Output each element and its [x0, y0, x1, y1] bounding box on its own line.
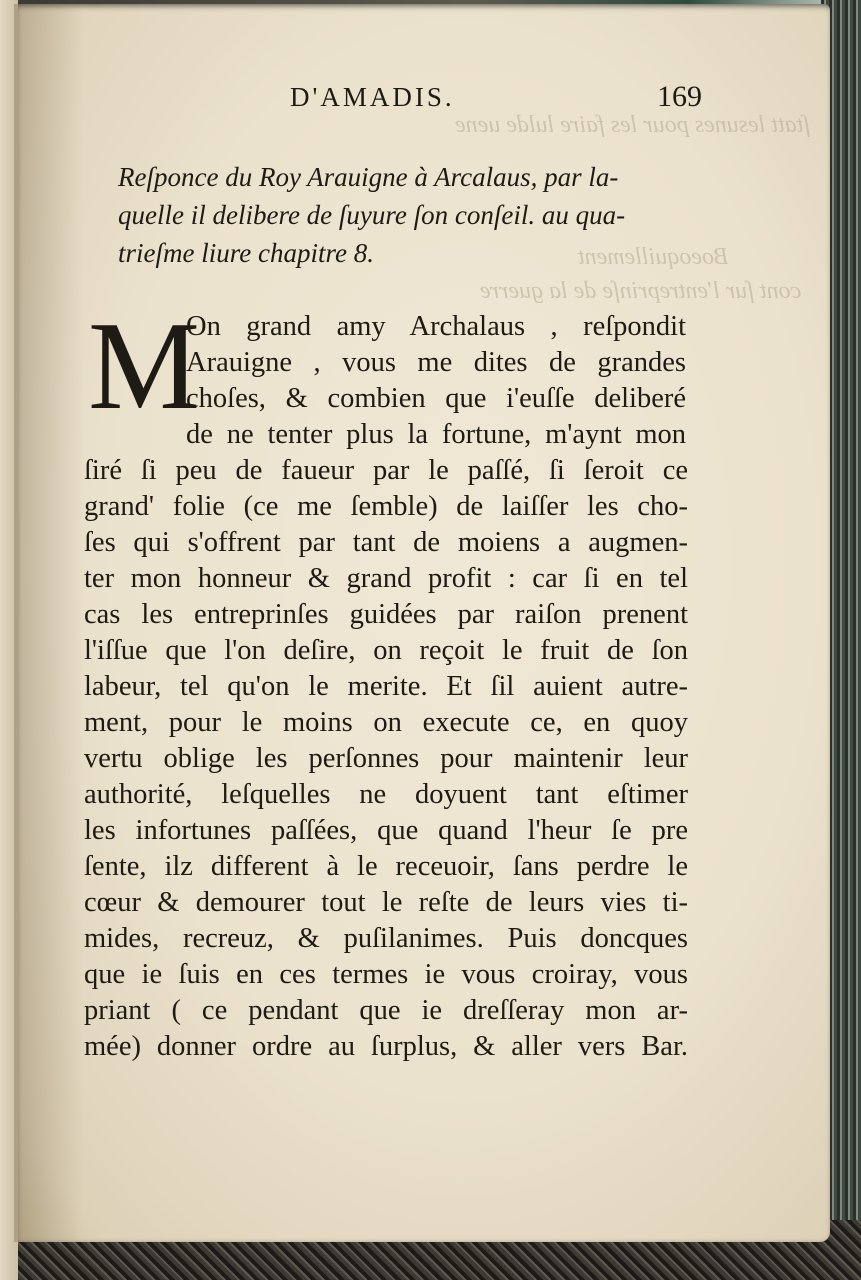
- body-line: labeur, tel qu'on le merite. Et ſil auient autre-: [84, 671, 688, 702]
- body-line: ſiré ſi peu de faueur par le paſſé, ſi ſeroit ce: [84, 455, 688, 486]
- chapter-heading: [118, 158, 713, 272]
- body-line: choſes, & combien que i'euſſe deliberé: [186, 383, 686, 414]
- body-line: ter mon honneur & grand profit : car ſi en tel: [84, 563, 688, 594]
- body-line: ſente, ilz different à le receuoir, ſans perdre le: [84, 851, 688, 882]
- chapter-heading-line: Reſponce du Roy Arauigne à Arcalaus, par la-: [118, 162, 619, 192]
- body-line: mée) donner ordre au ſurplus, & aller vers Bar.: [84, 1031, 688, 1062]
- body-line: cas les entreprinſes guidées par raiſon prenent: [84, 599, 688, 630]
- body-line: Arauigne , vous me dites de grandes: [186, 347, 686, 378]
- body-line: On grand amy Archalaus , reſpondit: [186, 311, 686, 342]
- body-line: vertu oblige les perſonnes pour maintenir leur: [84, 743, 688, 774]
- drop-cap: M: [88, 297, 201, 436]
- body-line: grand' folie (ce me ſemble) de laiſſer les cho-: [84, 491, 688, 522]
- body-line: l'iſſue que l'on deſire, on reçoit le fruit de ſon: [84, 635, 688, 666]
- body-line: cœur & demourer tout le reſte de leurs vies ti-: [84, 887, 688, 918]
- page-number: 169: [657, 80, 702, 113]
- page-gutter-shadow: [14, 4, 84, 1242]
- show-through-line-1: ſtatt lesunes pour les faire lulde uene: [455, 112, 811, 138]
- running-header: [290, 82, 710, 122]
- body-line: ſes qui s'offrent par tant de moiens a augmen-: [84, 527, 688, 558]
- body-line: mides, recreuz, & puſilanimes. Puis doncques: [84, 923, 688, 954]
- show-through-line-2: Boeoquillement: [578, 244, 729, 270]
- body-line: les infortunes paſſées, que quand l'heur ſe pre: [84, 815, 688, 846]
- body-line: que ie ſuis en ces termes ie vous croiray, vous: [84, 959, 688, 990]
- body-line: de ne tenter plus la fortune, m'aynt mon: [186, 419, 686, 450]
- running-title: D'AMADIS.: [290, 82, 455, 112]
- body-line: authorité, leſquelles ne doyuent tant eſtimer: [84, 779, 688, 810]
- chapter-heading-line: quelle il delibere de ſuyure ſon conſeil. au qua-: [118, 200, 626, 230]
- body-line: priant ( ce pendant que ie dreſſeray mon ar-: [84, 995, 688, 1026]
- chapter-heading-line: trieſme liure chapitre 8.: [118, 238, 374, 268]
- body-line: ment, pour le moins on execute ce, en quoy: [84, 707, 688, 738]
- show-through-line-3: cont ſur l'entreprinſe de la guerre: [480, 278, 802, 304]
